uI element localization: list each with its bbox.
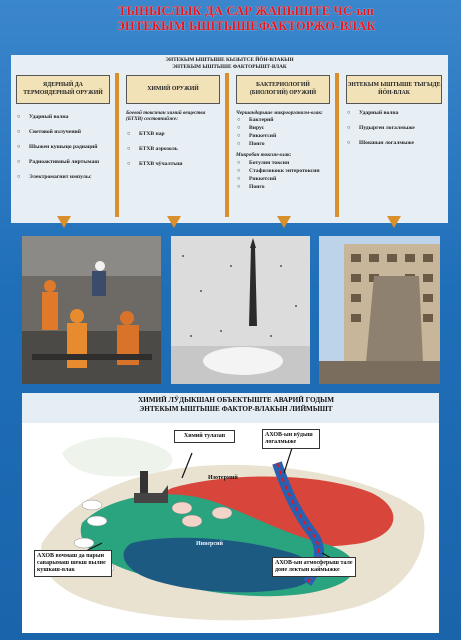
title-line-1: ТЫНЫСЛЫК ДА САР ЖАПЫШТЕ ЧС-ын <box>118 4 374 18</box>
category-biological <box>233 73 333 217</box>
label-isotherm: Изотермий <box>208 475 238 481</box>
accident-panel-title <box>104 396 368 422</box>
list-item: ○ БТХВ чӱчалтыш <box>127 161 223 168</box>
label-inversion: Инверсий <box>196 541 223 547</box>
divider-bar <box>225 73 229 217</box>
list-item: ○ Понго <box>237 184 333 191</box>
list-item: ○ БТХВ пар <box>127 131 223 138</box>
list-item: ○ Ботулин токсин <box>237 160 333 167</box>
damage-factors-panel <box>11 55 448 223</box>
divider-bar <box>115 73 119 217</box>
category-conventional <box>343 73 445 217</box>
list-item: ○ Вирус <box>237 125 333 132</box>
list-item: ○ Стафилококк энтеротоксин <box>237 168 333 175</box>
list-item: ○ Шыжен кушыцо радиаций <box>17 144 113 151</box>
category-intro: Микробан токсин-влак: <box>236 152 292 159</box>
list-item: ○ БТХВ аэрозоль <box>127 146 223 153</box>
panel-header-line-2: ЭНТЕКЫМ ЫШТЫШЕ ФАКТОРЫШТ-ВЛАК <box>172 64 287 70</box>
list-item: ○ Электромагнит импульс <box>17 174 113 181</box>
list-item: ○ Бактерий <box>237 117 333 124</box>
list-item: ○ Радиоактивный лиртымаш <box>17 159 113 166</box>
list-item: ○ Ударный волна <box>347 110 445 117</box>
category-intro: Боевой токсичан химий вещества (БТХВ) состоянийже: <box>126 110 206 123</box>
list-item: ○ Световой излучений <box>17 129 113 136</box>
divider-bar <box>335 73 339 217</box>
label-ahov-fall: АХОВ вочмаш да парын саварымаш шекш вылне кушкаш-влак <box>34 550 112 577</box>
category-heading: БАКТЕРИОЛОГИЙ (БИОЛОГИЙ) ОРУЖИЙ <box>236 75 330 104</box>
category-nuclear <box>13 73 113 217</box>
panel-header-line-1: ЭНТЕКЫМ ЫШТЫШЕ КЫЗЫТСЕ ЙӦН-ВЛАКЫН <box>165 57 294 63</box>
rocket-launch-photo <box>171 236 310 384</box>
list-item: ○ Ударный волна <box>17 114 113 121</box>
list-item: ○ Понго <box>237 141 333 148</box>
chemical-accident-panel <box>22 393 439 633</box>
accident-diagram <box>22 393 439 633</box>
list-item: ○ Риккетсий <box>237 133 333 140</box>
category-heading: ЯДЕРНЫЙ ДА ТЕРМОЯДЕРНЫЙ ОРУЖИЙ <box>16 75 110 104</box>
category-heading: ХИМИЙ ОРУЖИЙ <box>126 75 220 104</box>
list-item: ○ Пудырген логалмыже <box>347 125 445 132</box>
category-chemical <box>123 73 223 217</box>
label-chemical-fire: Химий тулазап <box>174 430 235 443</box>
poster-title <box>96 4 396 44</box>
list-item: ○ Шокшын логалмыже <box>347 140 445 147</box>
accident-title-line-2: ЭНТЕКЫМ ЫШТЫШЕ ФАКТОР-ВЛАКЫН ЛИЙМЫШТ <box>139 405 333 413</box>
title-line-2: ЭНТЕКЫМ ЫШТЫШЕФАКТОРЖО-ВЛАК <box>116 19 376 33</box>
label-ahov-water: АХОВ-ын вӱдыш логалмыже <box>262 429 320 449</box>
panel-header <box>11 55 448 75</box>
category-heading: ЭНТЕКЫМ ЫШТЫШЕ ТЫГЫДЕ ЙӦН-ВЛАК <box>346 75 442 104</box>
list-item: ○ Риккетсий <box>237 176 333 183</box>
rescue-workers-photo <box>22 236 161 384</box>
panel-arrows <box>11 216 448 230</box>
label-ahov-atmosphere: АХОВ-ын атмосферыш тале доне лектын каймыжке <box>272 557 356 577</box>
damaged-building-photo <box>319 236 440 384</box>
category-intro: Чершандарыше микроорганизм-влак: <box>236 110 323 116</box>
accident-title-line-1: ХИМИЙ ЛӰДЫКШАН ОБЪЕКТЫШТЕ АВАРИЙ ГОДЫМ <box>137 396 335 404</box>
